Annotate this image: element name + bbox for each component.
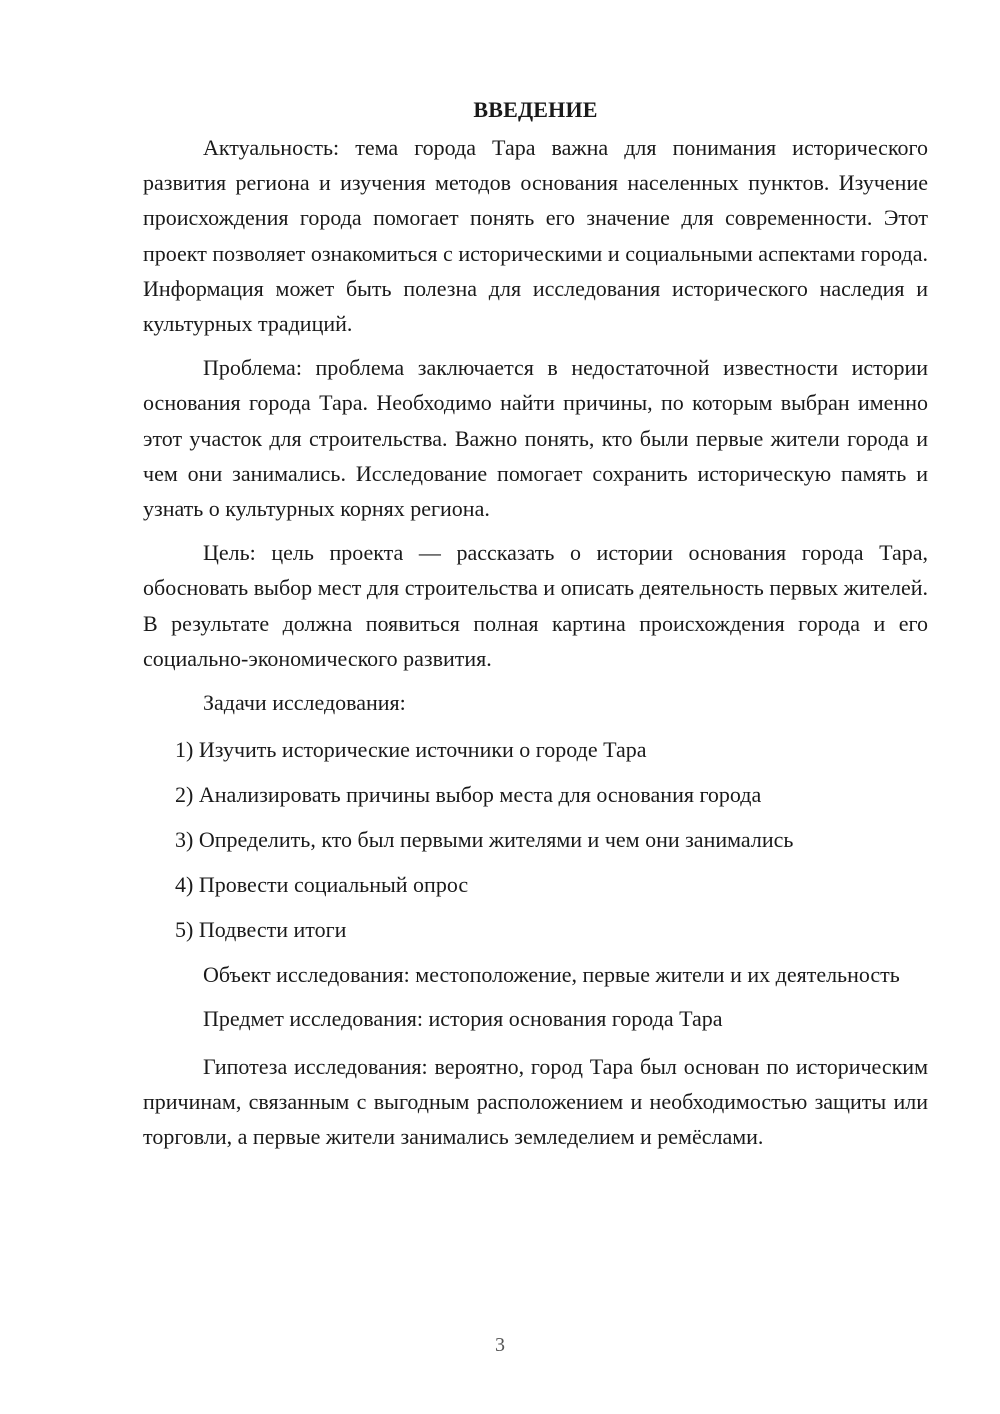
page-title: ВВЕДЕНИЕ bbox=[473, 97, 598, 122]
paragraph-problem: Проблема: проблема заключается в недостаточной известности истории основания города Тара. Необходимо найти причины, по которым выбран именно этот участок для строительства. Важно понять, кто были первые жители города и чем они занимались. Исследование помогает сохранить историческую память и узнать о культурных корнях региона. bbox=[143, 355, 928, 522]
list-item: 3) Определить, кто был первыми жителями и чем они занимались bbox=[175, 827, 794, 853]
task-list bbox=[143, 732, 928, 947]
tasks-heading: Задачи исследования: bbox=[203, 690, 406, 716]
page-number: 3 bbox=[495, 1334, 505, 1356]
list-item: 1) Изучить исторические источники о городе Тара bbox=[175, 737, 647, 763]
list-item: 4) Провести социальный опрос bbox=[175, 872, 469, 898]
list-item: 2) Анализировать причины выбор места для основания города bbox=[175, 782, 762, 808]
paragraph-relevance: Актуальность: тема города Тара важна для понимания исторического развития региона и изучения методов основания населенных пунктов. Изучение происхождения города помогает понять его значение для современности. Этот проект позволяет ознакомиться с историческими и социальными аспектами города. Информация может быть полезна для исследования исторического наследия и культурных традиций. bbox=[143, 135, 928, 337]
paragraph-object: Объект исследования: местоположение, первые жители и их деятельность bbox=[203, 962, 900, 988]
paragraph-goal: Цель: цель проекта — рассказать о истории основания города Тара, обосновать выбор мест для строительства и описать деятельность первых жителей. В результате должна появиться полная картина происхождения города и его социально-экономического развития. bbox=[143, 540, 928, 671]
paragraph-hypothesis: Гипотеза исследования: вероятно, город Тара был основан по историческим причинам, связанным с выгодным расположением и необходимостью защиты или торговли, а первые жители занимались земледелием и ремёслами. bbox=[143, 1053, 928, 1150]
paragraph-subject: Предмет исследования: история основания города Тара bbox=[203, 1006, 723, 1032]
document-page bbox=[143, 92, 928, 1163]
list-item: 5) Подвести итоги bbox=[175, 917, 347, 943]
